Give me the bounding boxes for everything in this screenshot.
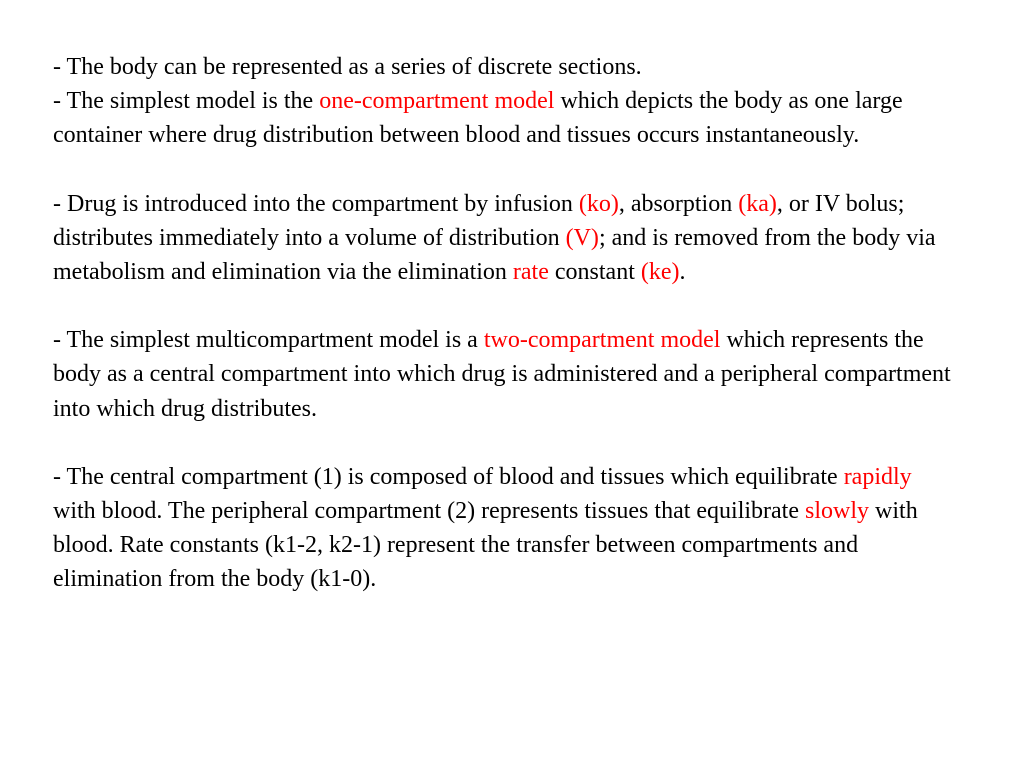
paragraph-spacer: [53, 426, 953, 460]
multi-text-b: which represents the body as a central compartment into which drug is administered and a peripheral compartment into which drug distributes.: [53, 327, 951, 422]
paragraph-spacer: [53, 289, 953, 323]
drug-text-c: , or IV bolus; distributes immediately into a volume of distribution: [53, 190, 905, 251]
drug-text-b: , absorption: [618, 190, 739, 217]
highlight-ko: (ko): [578, 190, 619, 217]
paragraph-central-peripheral: [53, 460, 953, 597]
central-text-c: with blood. Rate constants (k1-2, k2-1) represent the transfer between compartments and elimination from the body (k1-0).: [53, 498, 918, 593]
highlight-two-compartment-model: two-compartment model: [483, 327, 721, 354]
highlight-rapidly: rapidly: [843, 463, 912, 490]
drug-text-d: ; and is removed from the body via metabolism and elimination via the elimination: [53, 224, 936, 286]
drug-text-f: .: [679, 259, 686, 286]
paragraph-multicompartment-model: [53, 323, 953, 426]
central-text-b: with blood. The peripheral compartment (2) represents tissues that equilibrate: [53, 498, 806, 525]
multi-text-a: - The simplest multicompartment model is a: [53, 327, 484, 354]
slide-body: [53, 50, 953, 597]
paragraph-drug-introduction: [53, 187, 953, 290]
central-text-a: - The central compartment (1) is composed of blood and tissues which equilibrate: [53, 463, 844, 490]
highlight-rate: rate: [512, 259, 549, 286]
highlight-v: (V): [565, 224, 599, 251]
drug-text-a: - Drug is introduced into the compartment by infusion: [53, 190, 579, 217]
drug-text-e: constant: [548, 259, 641, 286]
highlight-slowly: slowly: [805, 498, 870, 525]
highlight-one-compartment-model: one-compartment model: [319, 88, 555, 115]
intro-line-1: - The body can be represented as a series of discrete sections.: [53, 54, 642, 80]
highlight-ka: (ka): [738, 190, 777, 217]
intro-line-2-end: which depicts the body as one large container where drug distribution between blood and tissues occurs instantaneously.: [53, 88, 903, 149]
intro-line-2-start: - The simplest model is the: [53, 88, 320, 115]
paragraph-compartment-intro: [53, 50, 953, 153]
highlight-ke: (ke): [640, 259, 680, 286]
paragraph-spacer: [53, 153, 953, 187]
